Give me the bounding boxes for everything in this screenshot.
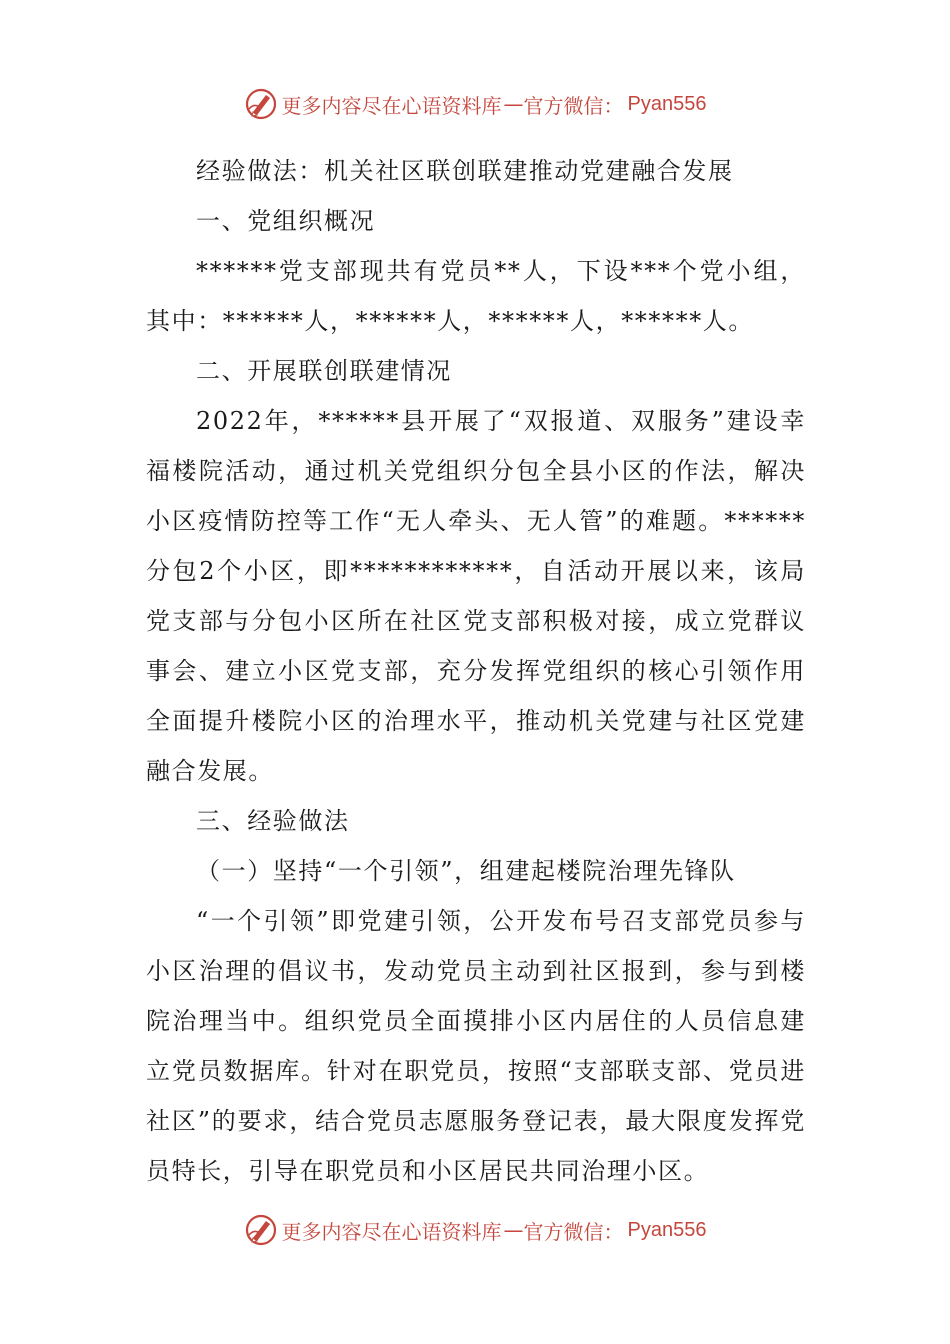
banner-separator: — xyxy=(503,92,524,116)
subsection1-heading: （一）坚持“一个引领”，组建起楼院治理先锋队 xyxy=(196,857,736,885)
banner-text: 更多内容尽在心语资料库 xyxy=(281,1219,502,1244)
section1-heading: 一、党组织概况 xyxy=(196,207,376,235)
banner-separator: — xyxy=(503,1218,524,1242)
banner-contact-label: 官方微信： xyxy=(523,93,624,118)
banner-contact-label: 官方微信： xyxy=(523,1219,624,1244)
banner-text: 更多内容尽在心语资料库 xyxy=(281,93,502,118)
section1-paragraph: ******党支部现共有党员**人，下设***个党小组，其中：******人，******人，******人，******人。 xyxy=(146,257,806,335)
header-banner xyxy=(0,84,950,124)
document-body xyxy=(146,146,806,1196)
pen-logo-icon xyxy=(244,87,278,121)
banner-contact-code: Pyan556 xyxy=(627,1218,707,1241)
section3-heading: 三、经验做法 xyxy=(196,807,350,835)
document-title: 经验做法：机关社区联创联建推动党建融合发展 xyxy=(196,157,734,185)
section2-paragraph: 2022年，******县开展了“双报道、双服务”建设幸福楼院活动，通过机关党组织分包全县小区的作法，解决小区疫情防控等工作“无人牵头、无人管”的难题。******分包2个小区，即************，自活动开展以来，该局党支部与分包小区所在社区党支部积极对接，成立党群议事会、建立小区党支部，充分发挥党组织的核心引领作用全面提升楼院小区的治理水平，推动机关党建与社区党建融合发展。 xyxy=(146,407,806,785)
subsection1-paragraph: “一个引领”即党建引领，公开发布号召支部党员参与小区治理的倡议书，发动党员主动到社区报到，参与到楼院治理当中。组织党员全面摸排小区内居住的人员信息建立党员数据库。针对在职党员，按照“支部联支部、党员进社区”的要求，结合党员志愿服务登记表，最大限度发挥党员特长，引导在职党员和小区居民共同治理小区。 xyxy=(146,907,806,1185)
section2-heading: 二、开展联创联建情况 xyxy=(196,357,452,385)
pen-logo-icon xyxy=(244,1213,278,1247)
footer-banner xyxy=(0,1210,950,1250)
banner-contact-code: Pyan556 xyxy=(627,92,707,115)
